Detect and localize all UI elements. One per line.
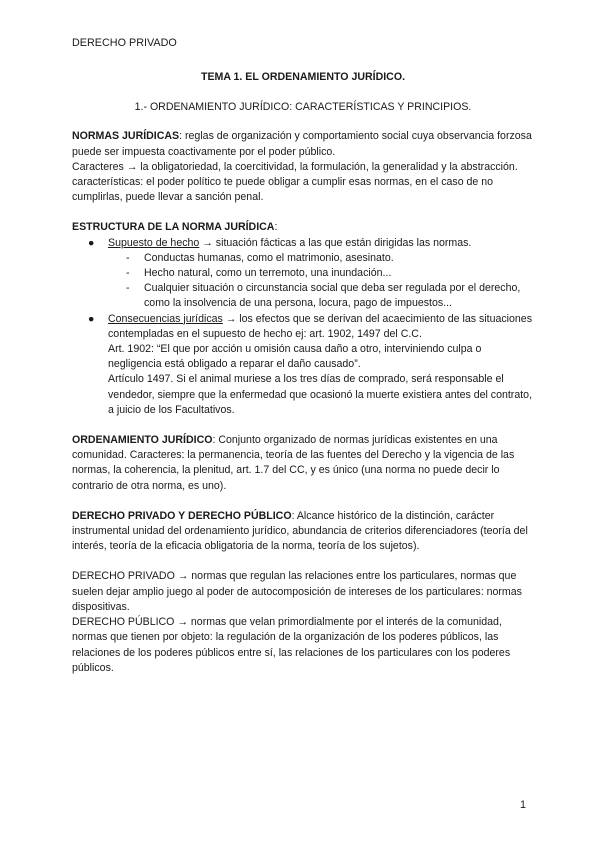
normas-caracteristicas: características: el poder político te puede obligar a cumplir esas normas, en el caso de no cumplirlas, puede llevar a sanción penal. bbox=[72, 176, 494, 204]
sublist-item bbox=[72, 266, 534, 281]
document-body bbox=[72, 70, 534, 676]
estructura-heading: ESTRUCTURA DE LA NORMA JURÍDICA bbox=[72, 221, 275, 234]
page-number: 1 bbox=[519, 799, 526, 811]
normas-definition-text: : reglas de organización y comportamiento social cuya observancia forzosa puede ser impuesta coactivamente por el poder público. bbox=[72, 130, 532, 158]
derecho-privado-definition: DERECHO PRIVADO → normas que regulan las relaciones entre los particulares, normas que suelen dejar amplio juego al poder de autocomposición de intereses de los particulares: normas dispositivas. bbox=[72, 570, 522, 613]
art-1497-quote: Artículo 1497. Si el animal muriese a los tres días de comprado, será responsable el vendedor, siempre que la enfermedad que ocasionó la muerte existiera antes del contrato, a juicio de los Facultativos. bbox=[108, 373, 533, 416]
supuesto-text: → situación fácticas a las que están dirigidas las normas. bbox=[199, 236, 472, 249]
derecho-paragraph bbox=[72, 509, 534, 555]
normas-definition bbox=[72, 129, 534, 159]
sublist-item bbox=[72, 251, 534, 266]
normas-caracteres: Caracteres → la obligatoriedad, la coercitividad, la formulación, la generalidad y la abstracción. bbox=[72, 160, 518, 173]
supuesto-term: Supuesto de hecho bbox=[108, 236, 200, 249]
document-title: TEMA 1. EL ORDENAMIENTO JURÍDICO. bbox=[200, 71, 406, 83]
consecuencias-term: Consecuencias jurídicas bbox=[108, 312, 223, 325]
normas-juridicas-section bbox=[72, 129, 534, 205]
dash-icon: - bbox=[126, 282, 130, 295]
dash-icon: - bbox=[126, 267, 130, 280]
bullet-icon: ● bbox=[88, 312, 95, 325]
page-header: DERECHO PRIVADO bbox=[72, 37, 177, 49]
derecho-section bbox=[72, 509, 534, 555]
ordenamiento-text: : Conjunto organizado de normas jurídicas existentes en una comunidad. Caracteres: la permanencia, teoría de las fuentes del Derecho y la vigencia de las normas, la coherencia, la plenitud, art. 1.7 del CC, y es único (una norma no puede decir lo contrario de otra norma, es uno). bbox=[72, 434, 515, 492]
estructura-colon: : bbox=[274, 221, 278, 234]
sublist-item bbox=[72, 281, 534, 311]
list-item-supuesto bbox=[72, 236, 534, 251]
bullet-icon: ● bbox=[88, 236, 95, 249]
derecho-publico-definition: DERECHO PÚBLICO → normas que velan primordialmente por el interés de la comunidad, normas que tienen por objeto: la regulación de la organización de los poderes públicos, las relaciones de los poderes públicos entre sí, las relaciones de los particulares con los poderes públicos. bbox=[72, 616, 511, 674]
sublist-item-text: Conductas humanas, como el matrimonio, asesinato. bbox=[144, 251, 394, 264]
derecho-heading: DERECHO PRIVADO Y DERECHO PÚBLICO bbox=[72, 509, 292, 522]
ordenamiento-section bbox=[72, 433, 534, 494]
sublist-item-text: Cualquier situación o circunstancia social que deba ser regulada por el derecho, como la insolvencia de una persona, locura, pago de impuestos... bbox=[144, 282, 521, 310]
dash-icon: - bbox=[126, 251, 130, 264]
list-item-consecuencias bbox=[72, 312, 534, 342]
sublist-item-text: Hecho natural, como un terremoto, una inundación... bbox=[144, 267, 392, 280]
art-1902-quote: Art. 1902: “El que por acción u omisión causa daño a otro, interviniendo culpa o negligencia está obligado a reparar el daño causado”. bbox=[108, 343, 482, 371]
section-subtitle: 1.- ORDENAMIENTO JURÍDICO: CARACTERÍSTICAS Y PRINCIPIOS. bbox=[134, 101, 472, 114]
estructura-section bbox=[72, 220, 534, 418]
consecuencias-text: → los efectos que se derivan del acaecimiento de las situaciones contempladas en el supuesto de hecho ej: art. 1902, 1497 del C.C. bbox=[108, 312, 532, 340]
derecho-text: : Alcance histórico de la distinción, carácter instrumental unidad del ordenamiento jurídico, abundancia de criterios diferenciadores (teoría del interés, teoría de la eficacia obligatoria de la norma, teoría de los sujetos). bbox=[72, 509, 528, 553]
ordenamiento-paragraph bbox=[72, 433, 534, 494]
derecho-definitions bbox=[72, 569, 534, 675]
normas-heading: NORMAS JURÍDICAS bbox=[72, 130, 180, 143]
estructura-title bbox=[72, 220, 534, 235]
ordenamiento-heading: ORDENAMIENTO JURÍDICO bbox=[72, 434, 213, 447]
